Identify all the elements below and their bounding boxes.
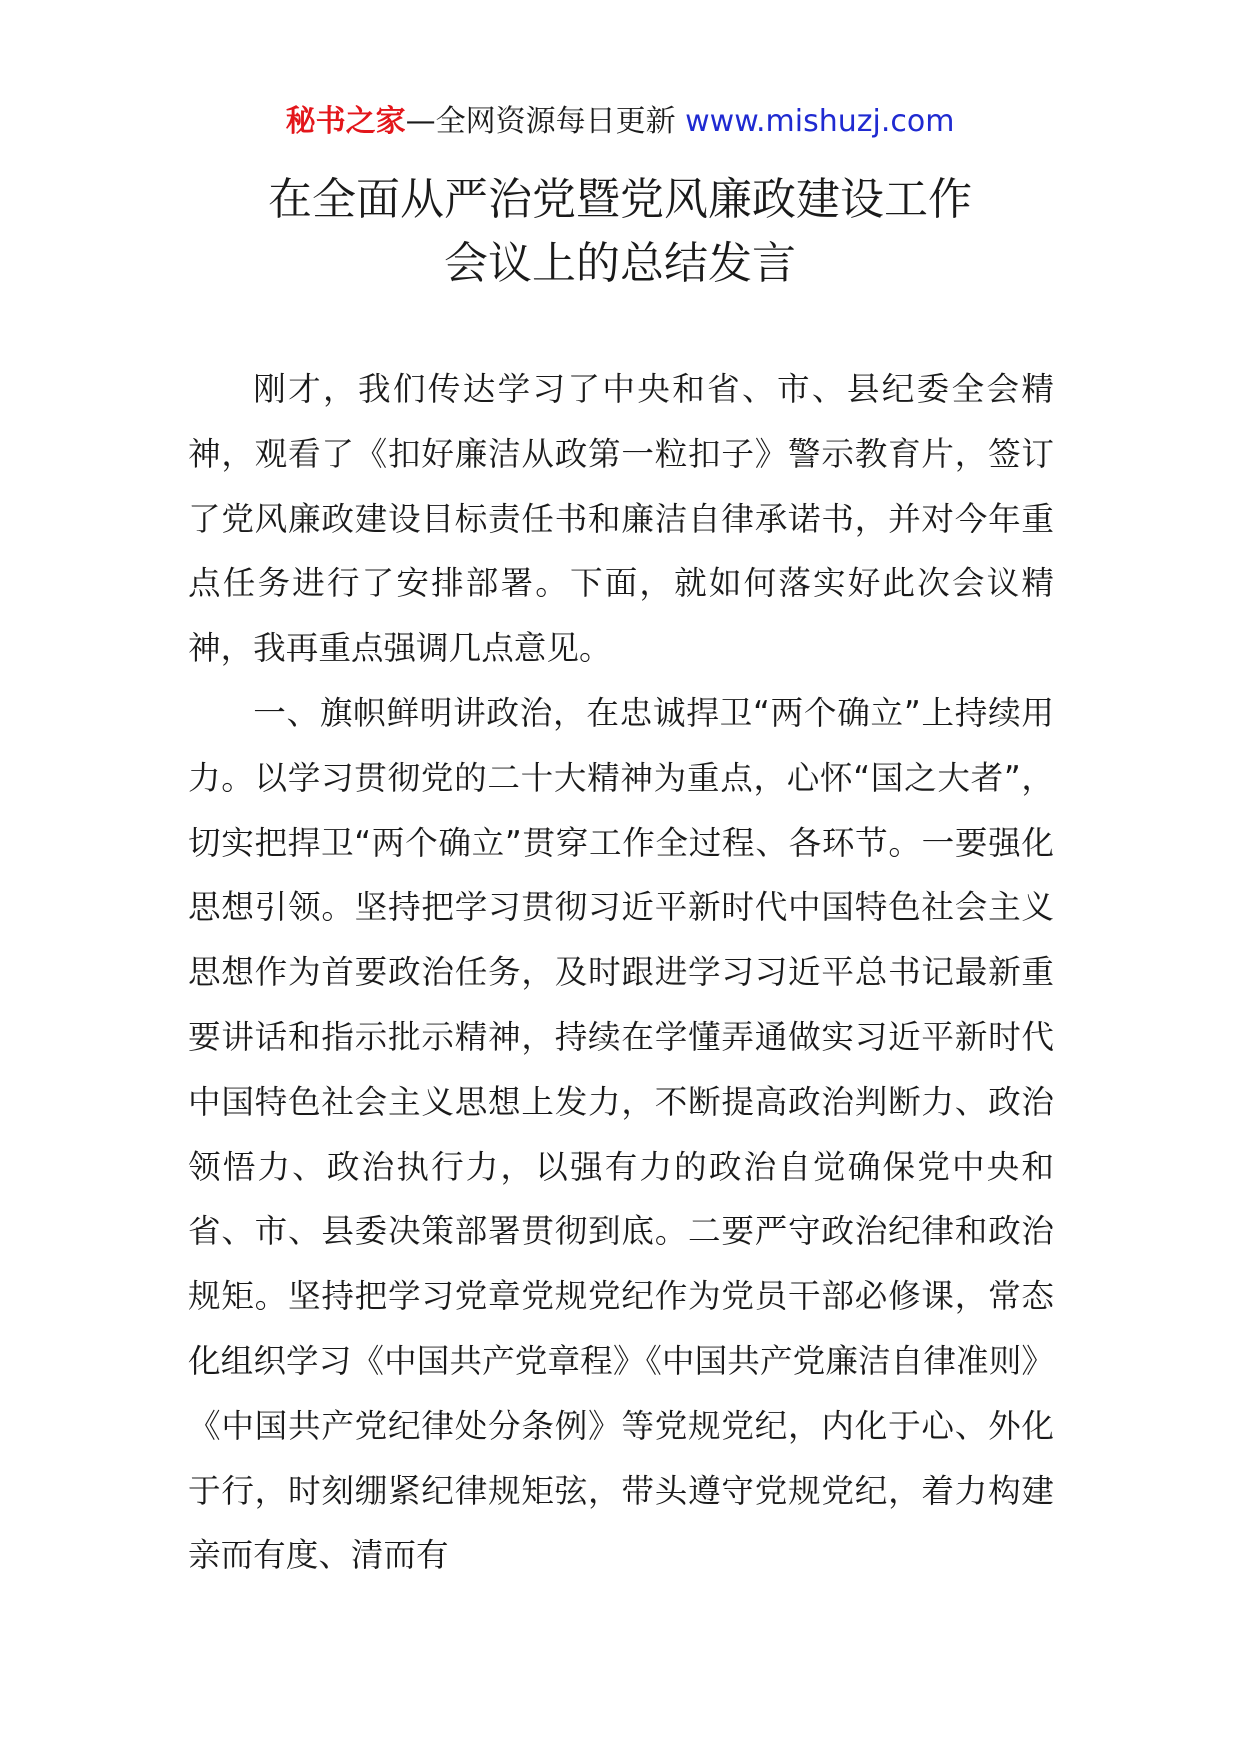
site-url-link[interactable]: www.mishuzj.com [685, 104, 955, 139]
paragraph-section-1: 一、旗帜鲜明讲政治，在忠诚捍卫“两个确立”上持续用力。以学习贯彻党的二十大精神为重点，心怀“国之大者”，切实把捍卫“两个确立”贯穿工作全过程、各环节。一要强化思想引领。坚持把学习贯彻习近平新时代中国特色社会主义思想作为首要政治任务，及时跟进学习习近平总书记最新重要讲话和指示批示精神，持续在学懂弄通做实习近平新时代中国特色社会主义思想上发力，不断提高政治判断力、政治领悟力、政治执行力，以强有力的政治自觉确保党中央和省、市、县委决策部署贯彻到底。二要严守政治纪律和政治规矩。坚持把学习党章党规党纪作为党员干部必修课，常态化组织学习《中国共产党章程》《中国共产党廉洁自律准则》《中国共产党纪律处分条例》等党规党纪，内化于心、外化于行，时刻绷紧纪律规矩弦，带头遵守党规党纪，着力构建亲而有度、清而有 [188, 693, 1054, 1575]
site-brand: 秘书之家 [285, 104, 406, 139]
title-line-2: 会议上的总结发言 [444, 238, 796, 289]
site-header [0, 100, 1240, 144]
document-body [188, 357, 1054, 1588]
site-tagline: —全网资源每日更新 [405, 104, 686, 139]
paragraph-intro: 刚才，我们传达学习了中央和省、市、县纪委全会精神，观看了《扣好廉洁从政第一粒扣子》警示教育片，签订了党风廉政建设目标责任书和廉洁自律承诺书，并对今年重点任务进行了安排部署。下面，就如何落实好此次会议精神，我再重点强调几点意见。 [188, 370, 1054, 668]
title-line-1: 在全面从严治党暨党风廉政建设工作 [268, 174, 972, 225]
document-title [0, 168, 1240, 296]
